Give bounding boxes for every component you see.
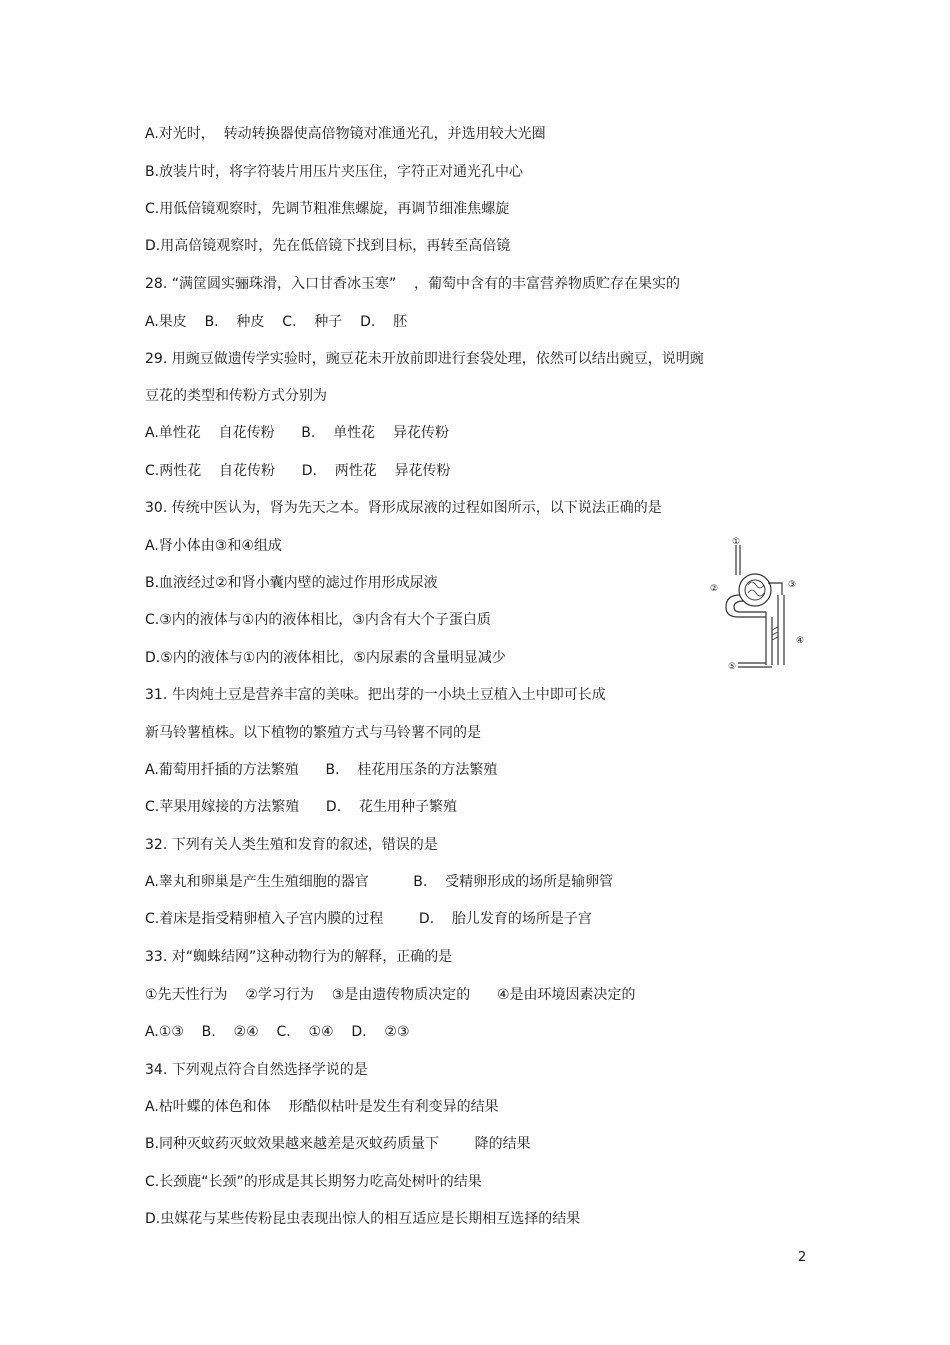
q33-stem: 33. 对“蜘蛛结网”这种动物行为的解释，正确的是	[145, 949, 453, 965]
q30-option-b: B.血液经过②和肾小囊内壁的滤过作用形成尿液	[145, 575, 438, 591]
q31-options-ab: A.葡萄用扦插的方法繁殖 B. 桂花用压条的方法繁殖	[145, 762, 498, 778]
q28-stem: 28. “满筐圆实骊珠滑，入口甘香冰玉寒” ，葡萄中含有的丰富营养物质贮存在果实的	[145, 276, 681, 292]
label-5: ⑤	[728, 662, 737, 672]
q30-option-c: C.③内的液体与①内的液体相比，③内含有大个子蛋白质	[145, 612, 491, 628]
q33-statements: ①先天性行为 ②学习行为 ③是由遗传物质决定的 ④是由环境因素决定的	[145, 987, 636, 1003]
q34-stem: 34. 下列观点符合自然选择学说的是	[145, 1062, 368, 1078]
q32-options-cd: C.着床是指受精卵植入子宫内膜的过程 D. 胎儿发育的场所是子宫	[145, 911, 592, 927]
q28-options: A.果皮 B. 种皮 C. 种子 D. 胚	[145, 314, 408, 330]
q27-option-b: B.放装片时，将字符装片用压片夹压住，字符正对通光孔中心	[145, 164, 524, 180]
label-1: ①	[732, 537, 741, 547]
nephron-diagram	[700, 535, 820, 675]
q34-option-d: D.虫媒花与某些传粉昆虫表现出惊人的相互适应是长期相互选择的结果	[145, 1211, 581, 1227]
label-3: ③	[788, 580, 797, 590]
q32-options-ab: A.睾丸和卵巢是产生生殖细胞的器官 B. 受精卵形成的场所是输卵管	[145, 874, 614, 890]
q31-stem-line2: 新马铃薯植株。以下植物的繁殖方式与马铃薯不同的是	[145, 725, 481, 741]
q30-option-d: D.⑤内的液体与①内的液体相比，⑤内尿素的含量明显减少	[145, 650, 506, 666]
q31-options-cd: C.苹果用嫁接的方法繁殖 D. 花生用种子繁殖	[145, 799, 457, 815]
q29-stem-line1: 29. 用豌豆做遗传学实验时，豌豆花未开放前即进行套袋处理，依然可以结出豌豆，说明豌	[145, 351, 704, 367]
q29-options-ab: A.单性花 自花传粉 B. 单性花 异花传粉	[145, 425, 449, 441]
q27-option-c: C.用低倍镜观察时，先调节粗准焦螺旋，再调节细准焦螺旋	[145, 201, 510, 217]
q29-stem-line2: 豆花的类型和传粉方式分别为	[145, 388, 327, 404]
q30-stem: 30. 传统中医认为，肾为先天之本。肾形成尿液的过程如图所示，以下说法正确的是	[145, 500, 662, 516]
q34-option-b: B.同种灭蚊药灭蚊效果越来越差是灭蚊药质量下 降的结果	[145, 1136, 531, 1152]
q27-option-a: A.对光时， 转动转换器使高倍物镜对准通光孔，并选用较大光圈	[145, 126, 546, 142]
q29-options-cd: C.两性花 自花传粉 D. 两性花 异花传粉	[145, 463, 451, 479]
q31-stem-line1: 31. 牛肉炖土豆是营养丰富的美味。把出芽的一小块土豆植入土中即可长成	[145, 687, 606, 703]
q30-option-a: A.肾小体由③和④组成	[145, 538, 282, 554]
label-4: ④	[796, 636, 805, 646]
label-2: ②	[710, 584, 719, 594]
q33-options: A.①③ B. ②④ C. ①④ D. ②③	[145, 1024, 410, 1040]
q34-option-a: A.枯叶蝶的体色和体 形酷似枯叶是发生有利变异的结果	[145, 1099, 499, 1115]
q34-option-c: C.长颈鹿“长颈”的形成是其长期努力吃高处树叶的结果	[145, 1174, 482, 1190]
q27-option-d: D.用高倍镜观察时，先在低倍镜下找到目标，再转至高倍镜	[145, 238, 511, 254]
nephron-illustration	[700, 535, 820, 675]
page-number: 2	[798, 1250, 807, 1265]
q32-stem: 32. 下列有关人类生殖和发育的叙述，错误的是	[145, 837, 438, 853]
